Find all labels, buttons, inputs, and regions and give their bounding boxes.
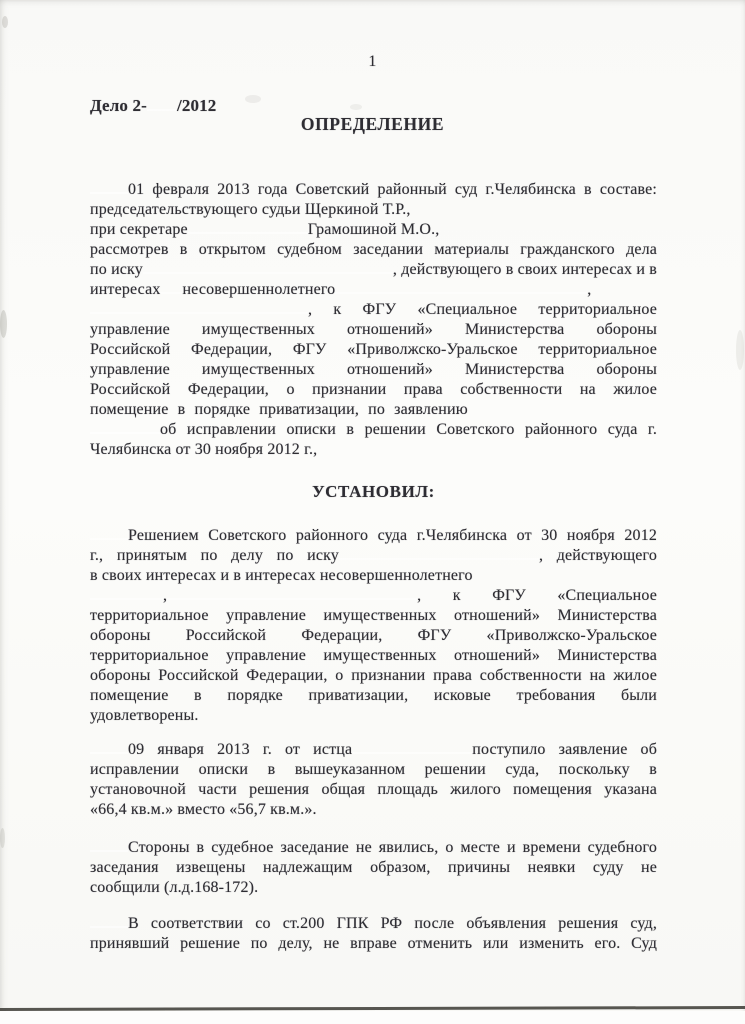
text-segment: г., принятым по делу по иску	[90, 547, 339, 564]
text-line	[90, 566, 657, 586]
text-line	[90, 360, 657, 380]
page-number: 1	[368, 53, 377, 70]
text-segment: в своих интересах и в интересах несовершеннолетнего	[90, 567, 473, 584]
text-segment: интересах	[90, 281, 161, 298]
text-line	[90, 200, 657, 220]
paragraph	[90, 914, 657, 954]
text-segment: Российской Федерации, о признании права собственности на жилое	[90, 381, 657, 398]
text-line	[90, 340, 657, 360]
text-line	[90, 666, 657, 686]
text-segment: , действующего	[538, 547, 658, 564]
redaction-gap	[167, 598, 417, 600]
text-line	[90, 740, 657, 760]
text-line	[90, 300, 657, 320]
redaction-gap	[90, 538, 128, 540]
text-segment: В соответствии со ст.200 ГПК РФ после объявления решения суд,	[128, 915, 657, 932]
text-segment: Российской Федерации, ФГУ «Приволжско-Уральское территориальное	[90, 341, 657, 358]
text-line	[90, 526, 657, 546]
redaction-gap	[90, 598, 163, 600]
text-segment: ,	[163, 587, 168, 604]
text-segment: обороны Российской Федерации, о признании права собственности на жилое	[90, 667, 657, 684]
text-line	[90, 180, 657, 200]
text-line	[90, 878, 657, 898]
paragraph	[90, 526, 657, 726]
text-segment: удовлетворены.	[90, 707, 199, 724]
text-segment: территориальное управление имущественных отношений» Министерства	[90, 647, 657, 664]
text-segment: ,	[587, 281, 592, 298]
text-line	[90, 280, 657, 300]
text-segment: помещение в порядке приватизации, по заявлению	[90, 401, 468, 418]
text-line	[90, 934, 657, 954]
text-line	[90, 380, 657, 400]
text-line	[90, 546, 657, 566]
redaction-gap	[90, 926, 128, 928]
text-line	[90, 260, 657, 280]
text-line	[90, 606, 657, 626]
text-segment: , к ФГУ «Специальное	[417, 587, 657, 604]
section-heading: УСТАНОВИЛ:	[312, 482, 435, 501]
redaction-gap	[147, 109, 177, 111]
text-line	[90, 646, 657, 666]
document-body	[90, 180, 657, 954]
case-number-line	[90, 96, 745, 116]
text-segment: об исправлении описки в решении Советского районного суда г.	[160, 421, 657, 438]
text-segment: Челябинска от 30 ноября 2012 г.,	[90, 441, 318, 458]
text-segment: территориальное управление имущественных отношений» Министерства	[90, 607, 657, 624]
redaction-gap	[160, 292, 182, 294]
text-segment: при секретаре	[90, 221, 188, 238]
text-line	[90, 914, 657, 934]
text-segment: Стороны в судебное заседание не явились, о месте и времени судебного	[128, 839, 657, 856]
text-line	[90, 760, 657, 780]
text-line	[90, 706, 657, 726]
text-segment: рассмотрев в открытом судебном заседании материалы гражданского дела	[90, 241, 657, 258]
text-line	[90, 400, 657, 420]
text-line	[90, 626, 657, 646]
text-segment: принявший решение по делу, не вправе отменить или изменить его. Суд	[90, 935, 657, 952]
case-number-prefix: Дело 2-	[90, 96, 147, 115]
redaction-gap	[90, 752, 128, 754]
text-segment: 09 января 2013 г. от истца	[128, 741, 353, 758]
text-segment: обороны Российской Федерации, ФГУ «Приволжско-Уральское	[90, 627, 657, 644]
text-segment: заседания извещены надлежащим образом, причины неявки суду не	[90, 859, 657, 876]
redaction-gap	[90, 312, 308, 314]
text-line	[90, 320, 657, 340]
redaction-gap	[188, 232, 308, 234]
redaction-gap	[352, 752, 472, 754]
text-line	[90, 838, 657, 858]
text-segment: установочной части решения общая площадь жилого помещения указана	[90, 781, 657, 798]
text-segment: сообщили (л.д.168-172).	[90, 879, 259, 896]
text-segment: управление имущественных отношений» Министерства обороны	[90, 321, 657, 338]
document-title: ОПРЕДЕЛЕНИЕ	[300, 114, 445, 134]
redaction-gap	[90, 432, 160, 434]
paragraph	[90, 180, 657, 460]
text-segment: , к ФГУ «Специальное территориальное	[308, 301, 657, 318]
redaction-gap	[339, 558, 539, 560]
paragraph	[90, 838, 657, 898]
text-line	[90, 780, 657, 800]
text-segment: «66,4 кв.м.» вместо «56,7 кв.м.».	[90, 801, 317, 818]
redaction-gap	[90, 192, 128, 194]
text-line	[90, 858, 657, 878]
text-line	[90, 420, 657, 440]
case-number-suffix: /2012	[176, 96, 217, 115]
text-segment: управление имущественных отношений» Министерства обороны	[90, 361, 657, 378]
redaction-gap	[143, 272, 393, 274]
text-segment: по иску	[90, 261, 143, 278]
text-segment: Грамошиной М.О.,	[307, 221, 440, 238]
redaction-gap	[90, 850, 128, 852]
text-segment: несовершеннолетнего	[182, 281, 336, 298]
text-line	[90, 586, 657, 606]
text-segment: председательствующего судьи Щеркиной Т.Р.,	[90, 201, 411, 218]
scan-bottom-strip	[0, 1011, 745, 1024]
text-segment: 01 февраля 2013 года Советский районный суд г.Челябинска в составе:	[128, 181, 657, 198]
text-segment: исправлении описки в вышеуказанном решении суда, поскольку в	[90, 761, 657, 778]
redaction-gap	[335, 292, 587, 294]
text-line	[90, 440, 657, 460]
text-segment: помещение в порядке приватизации, исковые требования были	[90, 687, 657, 704]
text-line	[90, 686, 657, 706]
text-segment: поступило заявление об	[472, 741, 657, 758]
paragraph	[90, 740, 657, 820]
text-line	[90, 220, 657, 240]
text-segment: , действующего в своих интересах и в	[392, 261, 657, 278]
text-line	[90, 240, 657, 260]
text-line	[90, 800, 657, 820]
text-segment: Решением Советского районного суда г.Челябинска от 30 ноября 2012	[128, 527, 657, 544]
